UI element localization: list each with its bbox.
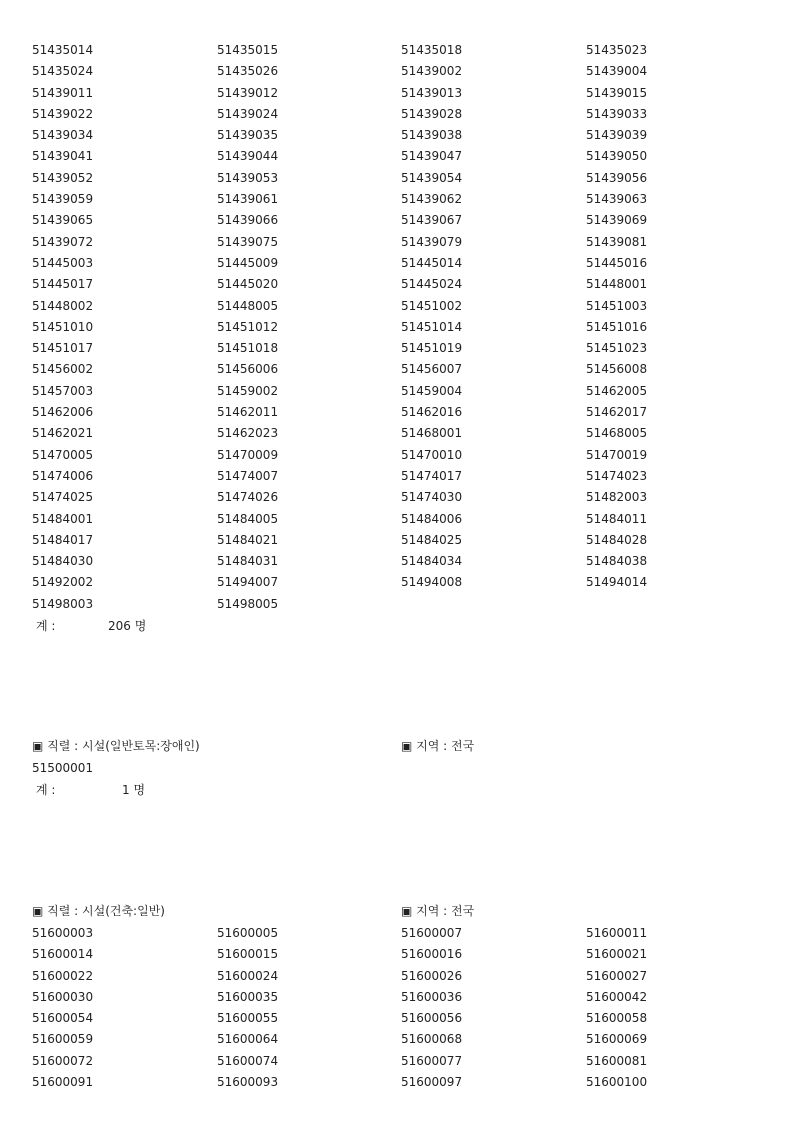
list-item: 51484001 [32, 511, 94, 526]
number-grid [0, 758, 793, 779]
list-item: 51494008 [401, 575, 463, 590]
list-item: 51600097 [401, 1075, 463, 1090]
list-item: 51474023 [586, 468, 648, 483]
list-row [0, 1029, 793, 1050]
list-row [0, 466, 793, 487]
list-item: 51600036 [401, 989, 463, 1004]
list-item: 51600100 [586, 1075, 648, 1090]
list-row [0, 40, 793, 61]
list-item: 51600035 [217, 989, 279, 1004]
list-item: 51482003 [586, 490, 648, 505]
section-header [0, 734, 793, 758]
total-row [0, 779, 793, 801]
list-item: 51439065 [32, 213, 94, 228]
list-item: 51456007 [401, 362, 463, 377]
list-item: 51494007 [217, 575, 279, 590]
list-item: 51500001 [32, 761, 94, 775]
list-item: 51439004 [586, 64, 648, 79]
list-item: 51439002 [401, 64, 463, 79]
list-item: 51498005 [217, 596, 279, 611]
list-item: 51439041 [32, 149, 94, 164]
list-row [0, 317, 793, 338]
list-item: 51439024 [217, 106, 279, 121]
list-item: 51600022 [32, 968, 94, 983]
list-item: 51439044 [217, 149, 279, 164]
list-item: 51448005 [217, 298, 279, 313]
list-item: 51451018 [217, 341, 279, 356]
list-row [0, 758, 793, 779]
list-row [0, 1051, 793, 1072]
list-item: 51448002 [32, 298, 94, 313]
list-row [0, 125, 793, 146]
list-item: 51435014 [32, 43, 94, 57]
list-item: 51600055 [217, 1011, 279, 1026]
list-item: 51445003 [32, 255, 94, 270]
list-item: 51451012 [217, 319, 279, 334]
list-item: 51600021 [586, 947, 648, 962]
list-item: 51439035 [217, 128, 279, 143]
list-item: 51468001 [401, 426, 463, 441]
list-item: 51484021 [217, 532, 279, 547]
list-item: 51445016 [586, 255, 648, 270]
list-item: 51600056 [401, 1011, 463, 1026]
list-item: 51600027 [586, 968, 648, 983]
list-item: 51445009 [217, 255, 279, 270]
list-item: 51462023 [217, 426, 279, 441]
list-item: 51439033 [586, 106, 648, 121]
list-item: 51600016 [401, 947, 463, 962]
list-item: 51600093 [217, 1075, 279, 1090]
list-item: 51474025 [32, 490, 94, 505]
list-row [0, 572, 793, 593]
list-row [0, 1008, 793, 1029]
list-item: 51435023 [586, 43, 648, 57]
list-item: 51470009 [217, 447, 279, 462]
list-item: 51462005 [586, 383, 648, 398]
list-row [0, 168, 793, 189]
list-item: 51451003 [586, 298, 648, 313]
list-row [0, 232, 793, 253]
list-item: 51468005 [586, 426, 648, 441]
list-row [0, 423, 793, 444]
list-item: 51494014 [586, 575, 648, 590]
list-item: 51474030 [401, 490, 463, 505]
list-item: 51439061 [217, 192, 279, 207]
list-row [0, 189, 793, 210]
list-row [0, 966, 793, 987]
list-item: 51600074 [217, 1053, 279, 1068]
list-row [0, 1072, 793, 1093]
list-item: 51439022 [32, 106, 94, 121]
list-item: 51600007 [401, 926, 463, 940]
total-row [0, 615, 793, 637]
list-item: 51457003 [32, 383, 94, 398]
list-item: 51439034 [32, 128, 94, 143]
list-item: 51439056 [586, 170, 648, 185]
list-item: 51600005 [217, 926, 279, 940]
list-item: 51439066 [217, 213, 279, 228]
list-item: 51470005 [32, 447, 94, 462]
list-item: 51600068 [401, 1032, 463, 1047]
list-row [0, 359, 793, 380]
list-item: 51439059 [32, 192, 94, 207]
list-item: 51600026 [401, 968, 463, 983]
list-item: 51484028 [586, 532, 648, 547]
list-item: 51435026 [217, 64, 279, 79]
list-item: 51456002 [32, 362, 94, 377]
list-item: 51462021 [32, 426, 94, 441]
list-item: 51600003 [32, 926, 94, 940]
list-item: 51439075 [217, 234, 279, 249]
list-item: 51439062 [401, 192, 463, 207]
list-row [0, 146, 793, 167]
list-item: 51474026 [217, 490, 279, 505]
list-item: 51445014 [401, 255, 463, 270]
section-header [0, 899, 793, 923]
list-item: 51484038 [586, 554, 648, 569]
list-item: 51451014 [401, 319, 463, 334]
list-item: 51439012 [217, 85, 279, 100]
list-item: 51439011 [32, 85, 94, 100]
list-item: 51439013 [401, 85, 463, 100]
list-item: 51451010 [32, 319, 94, 334]
list-item: 51445024 [401, 277, 463, 292]
list-row [0, 253, 793, 274]
list-item: 51456006 [217, 362, 279, 377]
list-item: 51439015 [586, 85, 648, 100]
list-item: 51484017 [32, 532, 94, 547]
list-item: 51439063 [586, 192, 648, 207]
list-row [0, 530, 793, 551]
list-item: 51439047 [401, 149, 463, 164]
list-item: 51600011 [586, 926, 648, 940]
list-item: 51484031 [217, 554, 279, 569]
list-row [0, 338, 793, 359]
list-item: 51462006 [32, 405, 94, 420]
list-item: 51600030 [32, 989, 94, 1004]
list-item: 51439081 [586, 234, 648, 249]
list-item: 51600054 [32, 1011, 94, 1026]
list-item: 51445017 [32, 277, 94, 292]
region-label: ▣ 지역 : 전국 [401, 739, 475, 753]
section-2 [0, 734, 793, 801]
list-item: 51484011 [586, 511, 648, 526]
list-row [0, 381, 793, 402]
list-item: 51474006 [32, 468, 94, 483]
list-item: 51439079 [401, 234, 463, 249]
list-item: 51600042 [586, 989, 648, 1004]
total-count: 206 명 [108, 619, 147, 634]
list-item: 51462011 [217, 405, 279, 420]
list-item: 51600059 [32, 1032, 94, 1047]
list-item: 51470010 [401, 447, 463, 462]
series-label: ▣ 직렬 : 시설(건축:일반) [32, 904, 165, 918]
list-item: 51474007 [217, 468, 279, 483]
list-item: 51498003 [32, 596, 94, 611]
list-item: 51439038 [401, 128, 463, 143]
list-item: 51435015 [217, 43, 279, 57]
list-item: 51600014 [32, 947, 94, 962]
list-item: 51600069 [586, 1032, 648, 1047]
list-item: 51445020 [217, 277, 279, 292]
list-item: 51462016 [401, 405, 463, 420]
total-count: 1 명 [122, 783, 146, 798]
region-label: ▣ 지역 : 전국 [401, 904, 475, 918]
list-item: 51439052 [32, 170, 94, 185]
list-row [0, 445, 793, 466]
list-row [0, 104, 793, 125]
list-item: 51462017 [586, 405, 648, 420]
list-item: 51474017 [401, 468, 463, 483]
list-item: 51435018 [401, 43, 463, 57]
list-item: 51451002 [401, 298, 463, 313]
list-item: 51451016 [586, 319, 648, 334]
list-item: 51484025 [401, 532, 463, 547]
list-item: 51600077 [401, 1053, 463, 1068]
total-label: 계 : [36, 783, 56, 798]
list-item: 51600081 [586, 1053, 648, 1068]
list-row [0, 551, 793, 572]
list-item: 51484034 [401, 554, 463, 569]
list-row [0, 944, 793, 965]
list-item: 51439072 [32, 234, 94, 249]
list-row [0, 487, 793, 508]
list-item: 51600072 [32, 1053, 94, 1068]
list-row [0, 923, 793, 944]
list-row [0, 987, 793, 1008]
list-item: 51439069 [586, 213, 648, 228]
list-item: 51456008 [586, 362, 648, 377]
list-item: 51600064 [217, 1032, 279, 1047]
number-grid [0, 923, 793, 1093]
list-item: 51435024 [32, 64, 94, 79]
list-item: 51484006 [401, 511, 463, 526]
list-item: 51439039 [586, 128, 648, 143]
list-item: 51451019 [401, 341, 463, 356]
list-item: 51459004 [401, 383, 463, 398]
list-item: 51439053 [217, 170, 279, 185]
section-1 [0, 40, 793, 637]
list-row [0, 509, 793, 530]
list-item: 51439028 [401, 106, 463, 121]
list-row [0, 594, 793, 615]
list-row [0, 296, 793, 317]
list-item: 51451017 [32, 341, 94, 356]
list-row [0, 274, 793, 295]
list-row [0, 210, 793, 231]
list-item: 51600091 [32, 1075, 94, 1090]
list-row [0, 61, 793, 82]
list-row [0, 83, 793, 104]
list-item: 51448001 [586, 277, 648, 292]
list-item: 51600058 [586, 1011, 648, 1026]
list-row [0, 402, 793, 423]
list-item: 51439050 [586, 149, 648, 164]
list-item: 51600015 [217, 947, 279, 962]
total-label: 계 : [36, 619, 56, 634]
list-item: 51439067 [401, 213, 463, 228]
list-item: 51484005 [217, 511, 279, 526]
section-3 [0, 899, 793, 1093]
list-item: 51470019 [586, 447, 648, 462]
list-item: 51484030 [32, 554, 94, 569]
list-item: 51600024 [217, 968, 279, 983]
list-item: 51451023 [586, 341, 648, 356]
list-item: 51439054 [401, 170, 463, 185]
list-item: 51492002 [32, 575, 94, 590]
number-grid [0, 40, 793, 615]
list-item: 51459002 [217, 383, 279, 398]
series-label: ▣ 직렬 : 시설(일반토목:장애인) [32, 739, 200, 753]
